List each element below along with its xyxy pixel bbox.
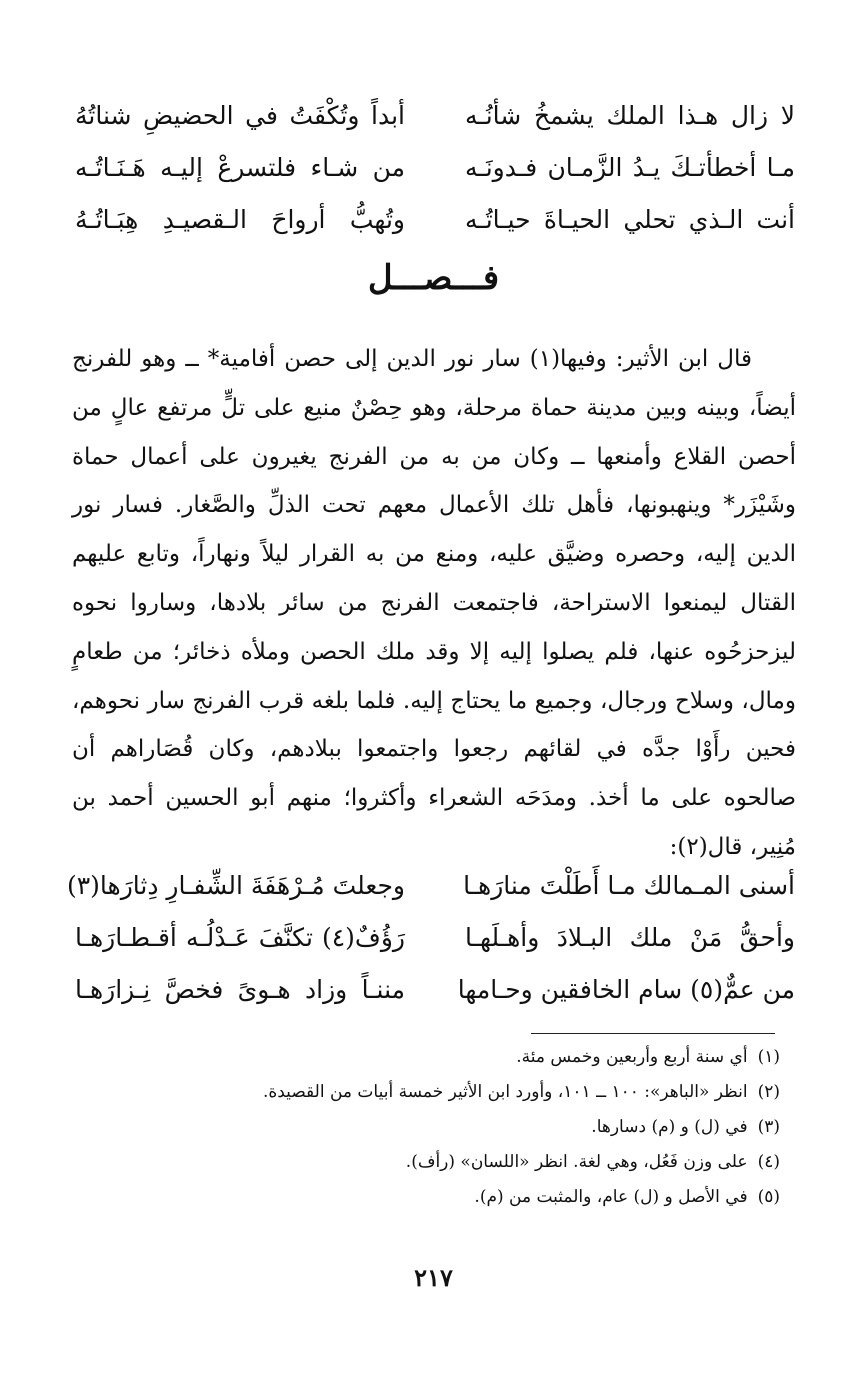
verse-line bbox=[75, 142, 795, 194]
verse-first-hemistich: لا زال هـذا الملك يشمخُ شأنُـه bbox=[465, 101, 795, 130]
verse-line bbox=[75, 194, 795, 246]
footnote-number: (٢) bbox=[757, 1082, 780, 1102]
footnotes bbox=[200, 1040, 780, 1215]
footnote-item bbox=[200, 1075, 780, 1110]
prose-body bbox=[72, 335, 796, 872]
page-number: ٢١٧ bbox=[414, 1263, 453, 1292]
footnote-text: انظر «الباهر»: ١٠٠ ــ ١٠١، وأورد ابن الأثير خمسة أبيات من القصيدة. bbox=[262, 1082, 748, 1102]
footnote-text: على وزن فَعُل، وهي لغة. انظر «اللسان» (رأف). bbox=[405, 1152, 748, 1172]
verse-first-hemistich: مـا أخطأتـكَ يـدُ الزَّمـان فـدونَـه bbox=[465, 153, 795, 182]
prose-paragraph: قال ابن الأثير: وفيها(١) سار نور الدين إلى حصن أفامية* ــ وهو للفرنج أيضاً، وبينه وبين مدينة حماة مرحلة، وهو حِصْنٌ منيع على تلٍّ مرتفع عالٍ من أحصن القلاع وأمنعها ــ وكان من به من الفرنج يغيرون على أعمال حماة وشَيْزَر* وينهبونها، فأهل تلك الأعمال معهم تحت الذلِّ والصَّغار. فسار نور الدين إليه، وحصره وضيَّق عليه، ومنع من به القرار ليلاً ونهاراً، وتابع عليهم القتال ليمنعوا الاستراحة، فاجتمعت الفرنج من سائر بلادها، وساروا نحوه ليزحزحُوه عنها، فلم يصلوا إليه إلا وقد ملك الحصن وملأه ذخائر؛ من طعامٍ ومال، وسلاح ورجال، وجميع ما يحتاج إليه. فلما بلغه قرب الفرنج سار نحوهم، فحين رأَوْا جدَّه في لقائهم رجعوا واجتمعوا ببلادهم، وكان قُصَاراهم أن صالحوه على ما أخذ. ومدَحَه الشعراء وأكثروا؛ منهم أبو الحسين أحمد بن مُنِير، قال(٢): bbox=[72, 346, 796, 860]
footnote-text: في (ل) و (م) دسارها. bbox=[591, 1117, 748, 1137]
footnote-number: (٥) bbox=[757, 1187, 780, 1207]
footnote-divider bbox=[531, 1033, 775, 1034]
poem-bottom bbox=[66, 860, 795, 1016]
verse-second-hemistich: رَؤُفٌ(٤) تكنَّفَ عَـدْلُـه أقـطـارَهـا bbox=[75, 923, 405, 952]
footnote-number: (١) bbox=[757, 1047, 780, 1067]
footnote-text: في الأصل و (ل) عام، والمثبت من (م). bbox=[474, 1187, 748, 1207]
footnote-text: أي سنة أربع وأربعين وخمس مئة. bbox=[516, 1047, 748, 1067]
verse-second-hemistich: من شـاء فلتسرعْ إليـه هَـنَـاتُـه bbox=[75, 153, 405, 182]
verse-first-hemistich: أسنى المـمالك مـا أَطَلْتَ منارَهـا bbox=[463, 871, 795, 900]
verse-second-hemistich: وتُهبُّ أرواحَ الـقصيـدِ هِبَـاتُـهُ bbox=[75, 205, 405, 234]
footnote-number: (٤) bbox=[757, 1152, 780, 1172]
verse-line bbox=[75, 90, 795, 142]
verse-line bbox=[66, 860, 795, 912]
verse-first-hemistich: وأحقُّ مَنْ ملك البـلادَ وأهـلَهـا bbox=[465, 923, 795, 952]
verse-second-hemistich: وجعلتَ مُـرْهَفَةَ الشِّفـارِ دِثارَها(٣) bbox=[66, 871, 405, 900]
poem-top bbox=[75, 90, 795, 246]
footnote-item bbox=[200, 1145, 780, 1180]
footnote-item bbox=[200, 1110, 780, 1145]
verse-line bbox=[75, 964, 795, 1016]
verse-first-hemistich: أنت الـذي تحلي الحيـاةَ حيـاتُـه bbox=[465, 205, 795, 234]
verse-second-hemistich: أبداً وتُكْفَتُ في الحضيضِ شناتُهُ bbox=[75, 101, 405, 130]
section-heading: فـــصـــل bbox=[367, 258, 500, 298]
footnote-number: (٣) bbox=[757, 1117, 780, 1137]
footnote-item bbox=[200, 1040, 780, 1075]
verse-line bbox=[75, 912, 795, 964]
footnote-item bbox=[200, 1180, 780, 1215]
verse-first-hemistich: من عمٌّ(٥) سام الخافقين وحـامها bbox=[457, 975, 795, 1004]
verse-second-hemistich: مننـاً وزاد هـوىً فخصَّ نِـزارَهـا bbox=[75, 975, 405, 1004]
